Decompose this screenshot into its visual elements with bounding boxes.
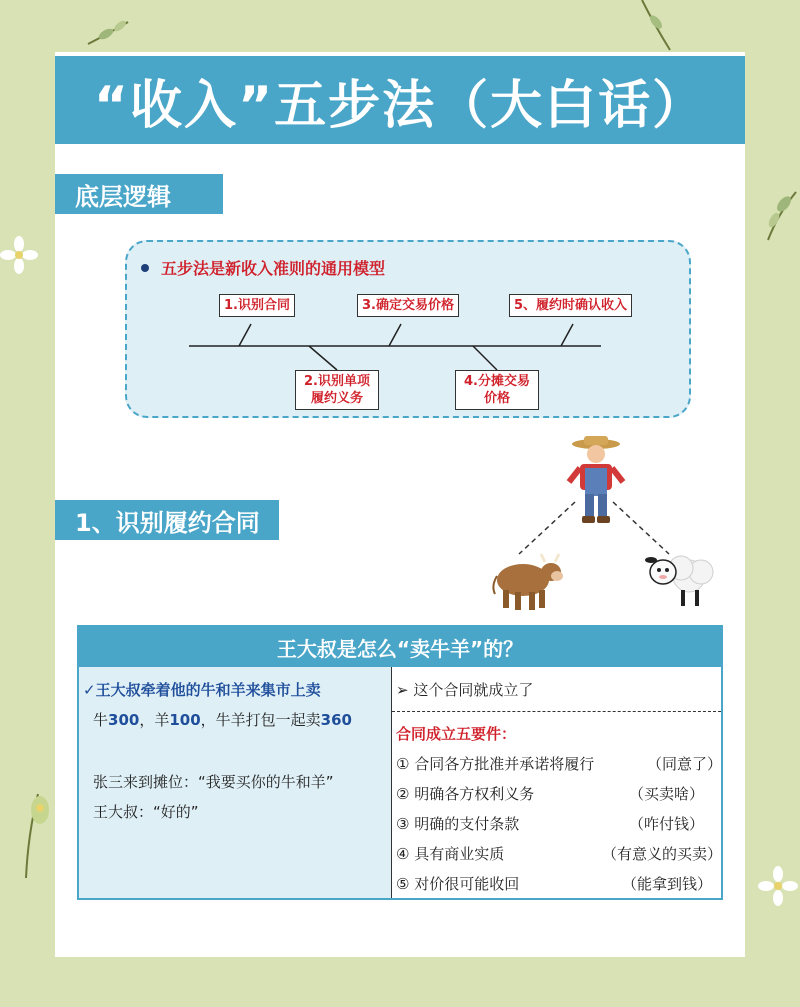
requirement-item — [396, 753, 722, 774]
price-number: 360 — [320, 711, 352, 729]
requirement-text: 明确各方权利义务 — [414, 785, 535, 803]
conclusion-line — [396, 679, 533, 700]
requirement-item — [396, 843, 722, 864]
conclusion-text: 这个合同就成立了 — [413, 681, 534, 699]
scenario-line-1-text: 王大叔牵着他的牛和羊来集市上卖 — [95, 681, 321, 699]
leaf-sprig-icon — [8, 790, 54, 880]
step-4-line1: 4.分摊交易 — [464, 374, 530, 389]
section-heading-label: 底层逻辑 — [75, 182, 171, 211]
section-heading-identify-contract — [55, 500, 279, 540]
requirement-number: ⑤ — [396, 875, 410, 893]
step-2-box — [295, 370, 379, 410]
diagram-title-text: 五步法是新收入准则的通用模型 — [161, 259, 386, 278]
sheep-illustration — [645, 546, 719, 612]
scenario-line-4: 王大叔：“好的” — [93, 803, 199, 821]
requirement-number: ① — [396, 755, 410, 773]
requirement-number: ④ — [396, 845, 410, 863]
leaf-sprig-icon — [630, 0, 680, 52]
requirements-title: 合同成立五要件： — [396, 725, 517, 743]
check-icon: ✓ — [83, 681, 96, 699]
requirement-text: 具有商业实质 — [414, 845, 505, 863]
requirement-note: （买卖啥） — [628, 785, 704, 803]
requirement-note: （同意了） — [646, 755, 722, 773]
scenario-line-1 — [83, 679, 321, 700]
content-card — [55, 52, 745, 957]
price-text: ，羊 — [139, 711, 170, 729]
step-2-line1: 2.识别单项 — [304, 374, 370, 389]
requirement-note: （有意义的买卖） — [601, 845, 722, 863]
requirement-item — [396, 783, 722, 804]
fishbone-lines — [127, 242, 693, 420]
requirement-item — [396, 873, 722, 894]
dashed-divider — [392, 711, 721, 712]
cow-illustration — [489, 548, 569, 614]
daisy-flower-icon — [758, 866, 798, 906]
requirement-text: 合同各方批准并承诺将履行 — [414, 755, 595, 773]
contract-table — [77, 625, 723, 900]
step-1-box: 1.识别合同 — [219, 294, 295, 317]
requirement-item — [396, 813, 722, 834]
step-4-box — [455, 370, 539, 410]
section-heading-label: 1、识别履约合同 — [75, 508, 260, 537]
table-title: 王大叔是怎么“卖牛羊”的？ — [79, 627, 721, 667]
requirement-note: （咋付钱） — [628, 815, 704, 833]
section-heading-underlying-logic — [55, 174, 223, 214]
requirement-text: 明确的支付条款 — [414, 815, 520, 833]
price-number: 100 — [169, 711, 201, 729]
scenario-column — [79, 667, 392, 898]
price-text: 牛 — [93, 711, 109, 729]
price-text: ，牛羊打包一起卖 — [200, 711, 321, 729]
scenario-prices — [93, 709, 352, 730]
step-2-line2: 履约义务 — [310, 391, 363, 406]
leaf-sprig-icon — [752, 186, 800, 242]
step-5-box: 5、履约时确认收入 — [509, 294, 632, 317]
requirement-note: （能拿到钱） — [621, 875, 712, 893]
leaf-sprig-icon — [84, 14, 134, 54]
price-number: 300 — [108, 711, 140, 729]
step-4-line2: 价格 — [483, 391, 510, 406]
requirement-text: 对价很可能收回 — [414, 875, 520, 893]
scenario-line-3: 张三来到摊位：“我要买你的牛和羊” — [93, 773, 334, 791]
requirements-column — [392, 667, 721, 898]
requirement-number: ③ — [396, 815, 410, 833]
step-3-box: 3.确定交易价格 — [357, 294, 459, 317]
arrow-icon: ➢ — [396, 681, 409, 699]
five-step-diagram — [125, 240, 691, 418]
daisy-flower-icon — [0, 236, 38, 274]
requirement-number: ② — [396, 785, 410, 803]
page-title: “收入”五步法（大白话） — [55, 56, 745, 144]
